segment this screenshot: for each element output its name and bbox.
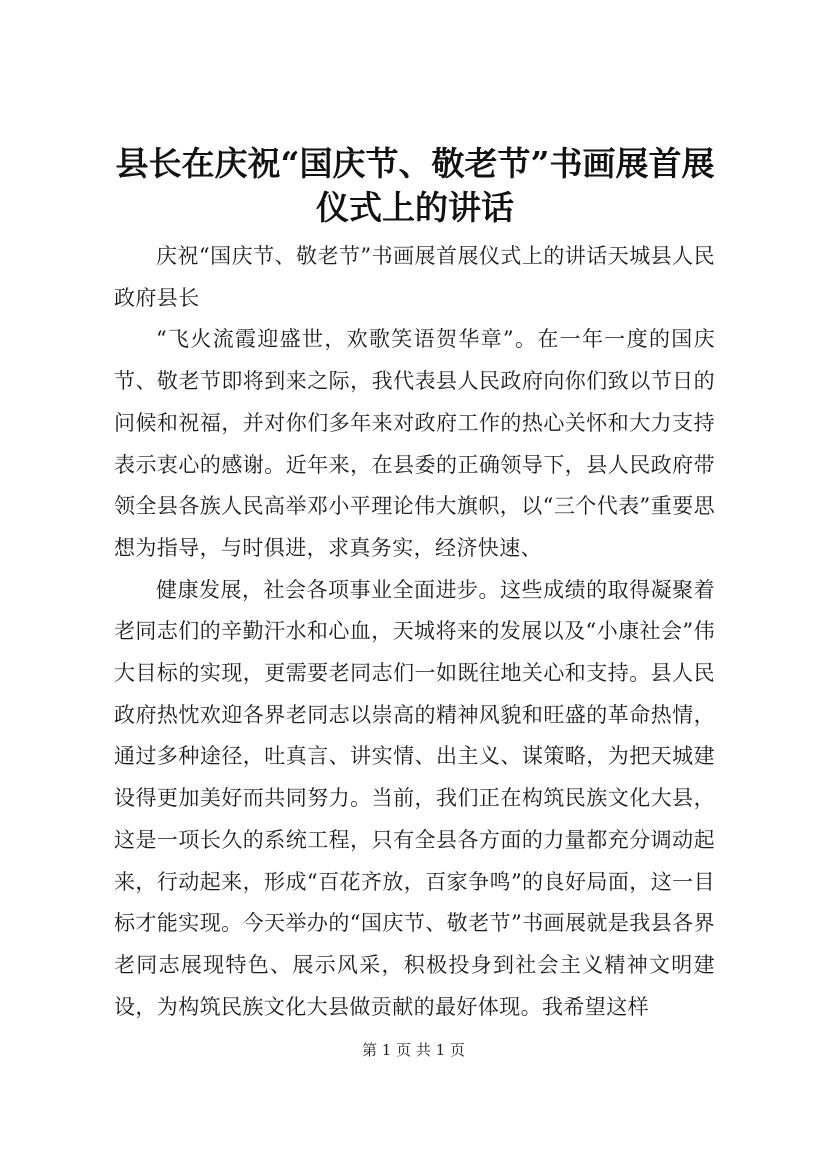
paragraph-speaker: 庆祝“国庆节、敬老节”书画展首展仪式上的讲话天城县人民政府县长 (114, 244, 715, 310)
document-body (114, 236, 715, 1028)
paragraph-development: 健康发展，社会各项事业全面进步。这些成绩的取得凝聚着老同志们的辛勤汗水和心血，天城将来的发展以及“小康社会”伟大目标的实现，更需要老同志们一如既往地关心和支持。县人民政府热忱欢迎各界老同志以崇高的精神风貌和旺盛的革命热情，通过多种途径，吐真言、讲实情、出主义、谋策略，为把天城建设得更加美好而共同努力。当前，我们正在构筑民族文化大县，这是一项长久的系统工程，只有全县各方面的力量都充分调动起来，行动起来，形成“百花齐放，百家争鸣”的良好局面，这一目标才能实现。今天举办的“国庆节、敬老节”书画展就是我县各界老同志展现特色、展示风采，积极投身到社会主义精神文明建设，为构筑民族文化大县做贡献的最好体现。我希望这样 (114, 577, 715, 1019)
paragraph-greeting: “飞火流霞迎盛世，欢歌笑语贺华章”。在一年一度的国庆节、敬老节即将到来之际，我代表县人民政府向你们致以节日的问候和祝福，并对你们多年来对政府工作的热心关怀和大力支持表示衷心的感谢。近年来，在县委的正确领导下，县人民政府带领全县各族人民高举邓小平理论伟大旗帜，以“三个代表”重要思想为指导，与时俱进，求真务实，经济快速、 (114, 327, 715, 560)
page-number-footer: 第 1 页 共 1 页 (362, 1041, 465, 1059)
document-title: 县长在庆祝“国庆节、敬老节”书画展首展仪式上的讲话 (115, 144, 715, 227)
